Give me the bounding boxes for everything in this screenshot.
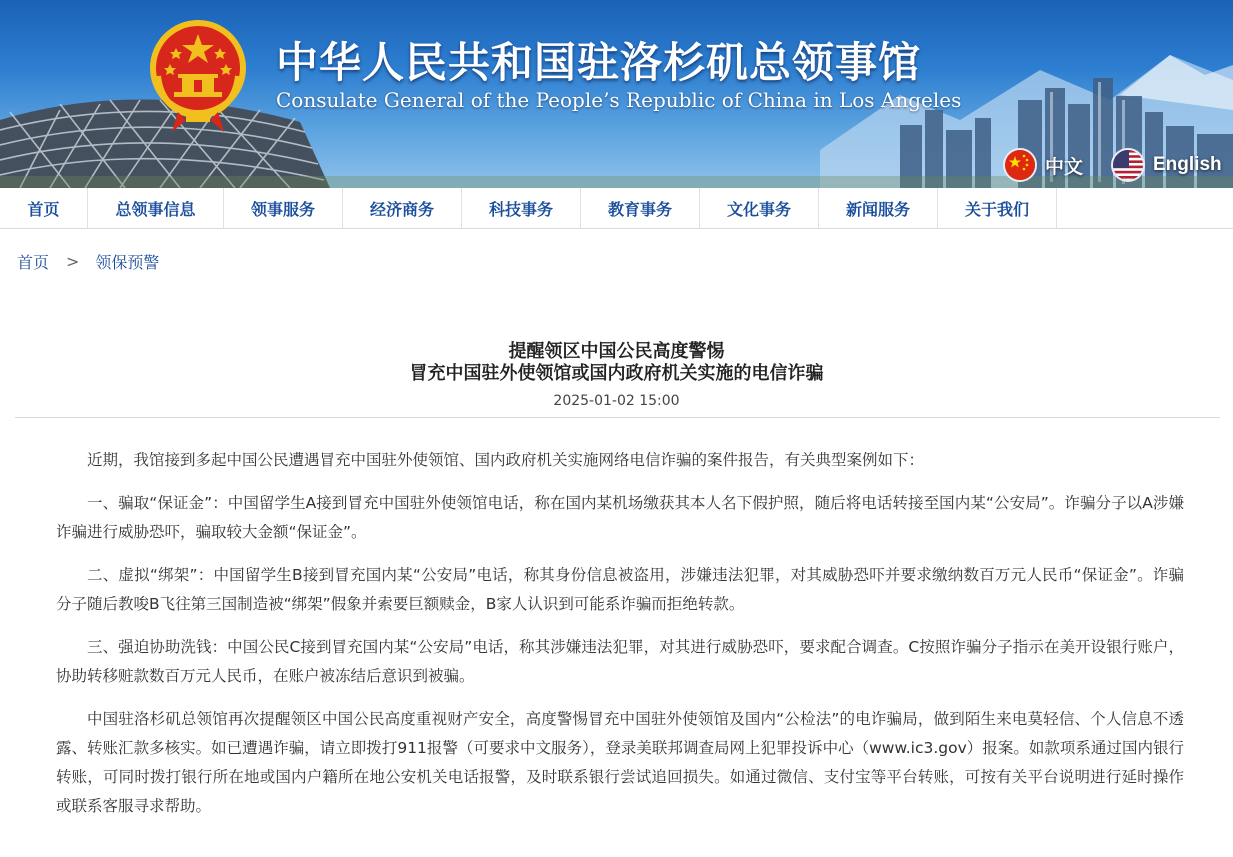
article-date: 2025-01-02 15:00	[553, 393, 680, 409]
nav-item-culture[interactable]: 文化事务	[700, 188, 819, 228]
article-body	[56, 446, 1184, 835]
article-paragraph: 中国驻洛杉矶总领馆再次提醒领区中国公民高度重视财产安全，高度警惕冒充中国驻外使领馆及国内“公检法”的电诈骗局，做到陌生来电莫轻信、个人信息不透露、转账汇款多核实。如已遭遇诈骗，请立即拨打911报警（可要求中文服务），登录美联邦调查局网上犯罪投诉中心（www.ic3.gov）报案。如款项系通过国内银行转账，可同时拨打银行所在地或国内户籍所在地公安机关电话报警，及时联系银行尝试追回损失。如通过微信、支付宝等平台转账，可按有关平台说明进行延时操作或联系客服寻求帮助。	[56, 710, 1184, 815]
article-paragraph: 一、骗取“保证金”：中国留学生A接到冒充中国驻外使领馆电话，称在国内某机场缴获其本人名下假护照，随后将电话转接至国内某“公安局”。诈骗分子以A涉嫌诈骗进行威胁恐吓，骗取较大金额“保证金”。	[56, 494, 1184, 541]
site-title-chinese: 中华人民共和国驻洛杉矶总领事馆	[276, 38, 922, 87]
title-divider	[15, 417, 1220, 418]
nav-item-consular-services[interactable]: 领事服务	[224, 188, 343, 228]
us-flag-icon	[1111, 148, 1145, 182]
china-flag-icon	[1003, 148, 1037, 182]
breadcrumb	[17, 250, 159, 273]
article-title-line-1: 提醒领区中国公民高度警惕	[508, 341, 725, 362]
nav-item-home[interactable]: 首页	[0, 188, 88, 228]
breadcrumb-home-link[interactable]: 首页	[17, 253, 50, 272]
article-paragraph: 近期，我馆接到多起中国公民遭遇冒充中国驻外使领馆、国内政府机关实施网络电信诈骗的案件报告，有关典型案例如下：	[87, 451, 925, 469]
nav-item-economic-commerce[interactable]: 经济商务	[343, 188, 462, 228]
language-chinese-link[interactable]	[1003, 148, 1083, 182]
nav-item-education[interactable]: 教育事务	[581, 188, 700, 228]
article-paragraph: 二、虚拟“绑架”：中国留学生B接到冒充国内某“公安局”电话，称其身份信息被盗用，涉嫌违法犯罪，对其威胁恐吓并要求缴纳数百万元人民币“保证金”。诈骗分子随后教唆B飞往第三国制造被“绑架”假象并索要巨额赎金，B家人认识到可能系诈骗而拒绝转款。	[56, 566, 1184, 613]
article-title-line-2: 冒充中国驻外使领馆或国内政府机关实施的电信诈骗	[409, 363, 824, 384]
national-emblem-icon	[148, 16, 248, 134]
breadcrumb-separator: >	[66, 252, 80, 271]
article-paragraph: 三、强迫协助洗钱：中国公民C接到冒充国内某“公安局”电话，称其涉嫌违法犯罪，对其进行威胁恐吓，要求配合调查。C按照诈骗分子指示在美开设银行账户，协助转移赃款数百万元人民币，在账户被冻结后意识到被骗。	[56, 638, 1184, 685]
main-navigation	[0, 188, 1233, 229]
breadcrumb-current-link[interactable]: 领保预警	[95, 253, 160, 272]
language-english-label: English	[1153, 154, 1222, 175]
site-title-english: Consulate General of the People’s Republic of China in Los Angeles	[276, 88, 962, 112]
site-banner	[0, 0, 1233, 188]
language-english-link[interactable]	[1111, 148, 1222, 182]
nav-item-news-services[interactable]: 新闻服务	[819, 188, 938, 228]
language-chinese-label: 中文	[1045, 156, 1084, 178]
nav-item-science-technology[interactable]: 科技事务	[462, 188, 581, 228]
nav-item-consul-general-info[interactable]: 总领事信息	[88, 188, 224, 228]
nav-item-about-us[interactable]: 关于我们	[938, 188, 1057, 228]
